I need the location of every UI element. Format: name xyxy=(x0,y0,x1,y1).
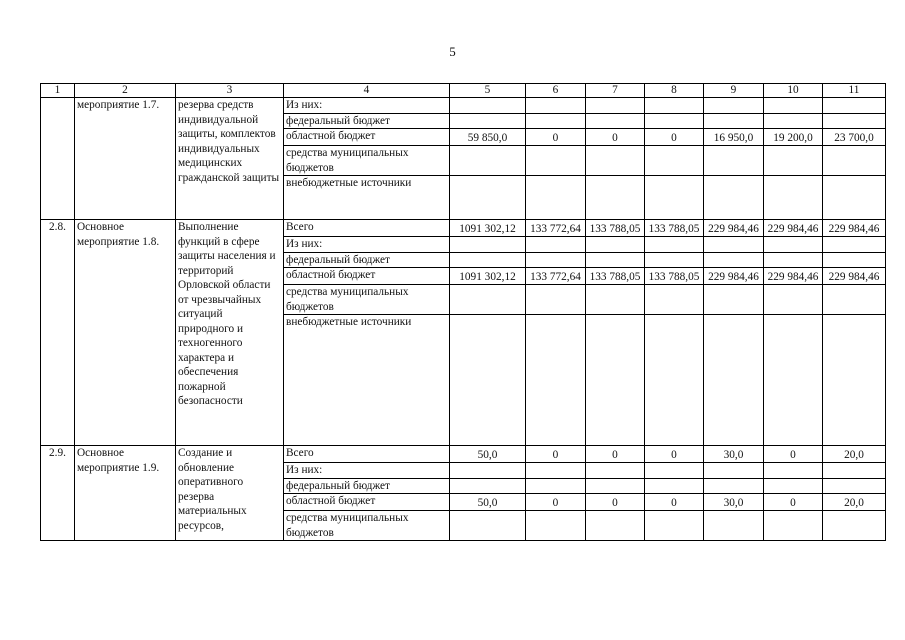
amount-cell xyxy=(450,176,526,220)
amount-cell: 133 788,05 xyxy=(645,268,704,285)
column-number: 2 xyxy=(75,84,176,98)
amount-cell xyxy=(823,237,886,253)
amount-cell xyxy=(704,98,764,114)
amount-cell xyxy=(586,113,645,129)
amount-cell xyxy=(704,478,764,494)
amount-cell: 133 788,05 xyxy=(645,220,704,237)
amount-cell: 50,0 xyxy=(450,446,526,463)
amount-cell xyxy=(586,463,645,479)
amount-cell: 0 xyxy=(586,129,645,146)
amount-cell xyxy=(764,237,823,253)
amount-cell xyxy=(764,285,823,315)
amount-cell xyxy=(764,511,823,541)
column-number: 6 xyxy=(526,84,586,98)
funding-source-label: внебюджетные источники xyxy=(284,176,450,220)
amount-cell xyxy=(645,237,704,253)
amount-cell xyxy=(526,252,586,268)
amount-cell: 50,0 xyxy=(450,494,526,511)
amount-cell: 0 xyxy=(645,494,704,511)
amount-cell: 0 xyxy=(586,494,645,511)
amount-cell xyxy=(450,285,526,315)
amount-cell xyxy=(450,98,526,114)
amount-cell xyxy=(823,285,886,315)
funding-source-label: Всего xyxy=(284,220,450,237)
amount-cell xyxy=(645,113,704,129)
amount-cell: 19 200,0 xyxy=(764,129,823,146)
amount-cell xyxy=(586,237,645,253)
amount-cell xyxy=(823,478,886,494)
measure-description: Создание и обновление оперативного резерва материальных ресурсов, xyxy=(176,446,284,541)
amount-cell xyxy=(586,315,645,446)
amount-cell: 0 xyxy=(526,494,586,511)
column-number: 7 xyxy=(586,84,645,98)
amount-cell xyxy=(823,98,886,114)
amount-cell xyxy=(645,511,704,541)
amount-cell: 0 xyxy=(526,446,586,463)
item-number: 2.8. xyxy=(41,220,75,446)
amount-cell xyxy=(586,98,645,114)
amount-cell xyxy=(645,146,704,176)
column-number: 9 xyxy=(704,84,764,98)
funding-source-label: Всего xyxy=(284,446,450,463)
amount-cell xyxy=(823,113,886,129)
funding-source-label: областной бюджет xyxy=(284,129,450,146)
amount-cell xyxy=(526,511,586,541)
amount-cell xyxy=(526,478,586,494)
amount-cell xyxy=(526,146,586,176)
funding-source-label: федеральный бюджет xyxy=(284,113,450,129)
amount-cell xyxy=(645,315,704,446)
column-number: 8 xyxy=(645,84,704,98)
amount-cell xyxy=(586,146,645,176)
budget-table xyxy=(40,83,886,541)
measure-name: Основное мероприятие 1.8. xyxy=(75,220,176,446)
table-row xyxy=(41,446,886,463)
amount-cell xyxy=(704,285,764,315)
amount-cell xyxy=(764,98,823,114)
amount-cell: 0 xyxy=(764,494,823,511)
amount-cell xyxy=(645,252,704,268)
amount-cell: 30,0 xyxy=(704,446,764,463)
amount-cell: 20,0 xyxy=(823,446,886,463)
amount-cell xyxy=(526,285,586,315)
amount-cell xyxy=(450,463,526,479)
amount-cell xyxy=(704,146,764,176)
amount-cell xyxy=(764,463,823,479)
amount-cell xyxy=(526,176,586,220)
amount-cell: 0 xyxy=(645,446,704,463)
funding-source-label: Из них: xyxy=(284,237,450,253)
table-row xyxy=(41,220,886,237)
amount-cell xyxy=(764,252,823,268)
amount-cell xyxy=(586,478,645,494)
amount-cell xyxy=(645,478,704,494)
amount-cell: 0 xyxy=(764,446,823,463)
amount-cell xyxy=(450,511,526,541)
amount-cell xyxy=(823,146,886,176)
amount-cell xyxy=(704,252,764,268)
measure-description: Выполнение функций в сфере защиты населения и территорий Орловской области от чрезвычайных ситуаций природного и техногенного характера и обеспечения пожарной безопасности xyxy=(176,220,284,446)
amount-cell: 16 950,0 xyxy=(704,129,764,146)
amount-cell xyxy=(586,176,645,220)
amount-cell: 229 984,46 xyxy=(823,268,886,285)
measure-description: резерва средств индивидуальной защиты, комплектов индивидуальных медицинских гражданской защиты xyxy=(176,98,284,220)
amount-cell xyxy=(764,146,823,176)
column-number: 3 xyxy=(176,84,284,98)
amount-cell xyxy=(586,252,645,268)
amount-cell: 229 984,46 xyxy=(823,220,886,237)
amount-cell: 133 772,64 xyxy=(526,268,586,285)
amount-cell xyxy=(764,113,823,129)
amount-cell xyxy=(526,98,586,114)
amount-cell: 59 850,0 xyxy=(450,129,526,146)
table-row xyxy=(41,98,886,114)
item-number: 2.9. xyxy=(41,446,75,541)
funding-source-label: средства муниципальных бюджетов xyxy=(284,146,450,176)
amount-cell: 229 984,46 xyxy=(704,268,764,285)
amount-cell xyxy=(645,176,704,220)
amount-cell: 23 700,0 xyxy=(823,129,886,146)
column-number-row xyxy=(41,84,886,98)
amount-cell: 133 788,05 xyxy=(586,220,645,237)
amount-cell xyxy=(704,511,764,541)
amount-cell xyxy=(450,237,526,253)
measure-name: мероприятие 1.7. xyxy=(75,98,176,220)
amount-cell xyxy=(704,237,764,253)
amount-cell: 133 772,64 xyxy=(526,220,586,237)
amount-cell xyxy=(526,315,586,446)
amount-cell xyxy=(645,463,704,479)
amount-cell: 229 984,46 xyxy=(764,220,823,237)
measure-name: Основное мероприятие 1.9. xyxy=(75,446,176,541)
amount-cell: 1091 302,12 xyxy=(450,268,526,285)
funding-source-label: внебюджетные источники xyxy=(284,315,450,446)
column-number: 11 xyxy=(823,84,886,98)
funding-source-label: средства муниципальных бюджетов xyxy=(284,285,450,315)
amount-cell: 229 984,46 xyxy=(704,220,764,237)
amount-cell xyxy=(823,315,886,446)
amount-cell xyxy=(450,315,526,446)
funding-source-label: Из них: xyxy=(284,463,450,479)
amount-cell xyxy=(645,98,704,114)
amount-cell xyxy=(450,478,526,494)
funding-source-label: федеральный бюджет xyxy=(284,478,450,494)
amount-cell: 133 788,05 xyxy=(586,268,645,285)
page-number: 5 xyxy=(449,44,456,59)
funding-source-label: средства муниципальных бюджетов xyxy=(284,511,450,541)
funding-source-label: федеральный бюджет xyxy=(284,252,450,268)
funding-source-label: областной бюджет xyxy=(284,494,450,511)
amount-cell xyxy=(450,146,526,176)
amount-cell xyxy=(823,511,886,541)
amount-cell: 0 xyxy=(586,446,645,463)
amount-cell xyxy=(704,113,764,129)
amount-cell: 20,0 xyxy=(823,494,886,511)
amount-cell: 1091 302,12 xyxy=(450,220,526,237)
amount-cell xyxy=(823,176,886,220)
column-number: 10 xyxy=(764,84,823,98)
amount-cell xyxy=(586,511,645,541)
amount-cell xyxy=(645,285,704,315)
item-number xyxy=(41,98,75,220)
funding-source-label: Из них: xyxy=(284,98,450,114)
amount-cell xyxy=(526,463,586,479)
amount-cell xyxy=(823,252,886,268)
amount-cell xyxy=(823,463,886,479)
amount-cell xyxy=(764,478,823,494)
funding-source-label: областной бюджет xyxy=(284,268,450,285)
amount-cell xyxy=(450,252,526,268)
amount-cell xyxy=(764,315,823,446)
amount-cell xyxy=(704,176,764,220)
amount-cell xyxy=(704,315,764,446)
amount-cell xyxy=(764,176,823,220)
amount-cell: 30,0 xyxy=(704,494,764,511)
amount-cell xyxy=(526,237,586,253)
column-number: 4 xyxy=(284,84,450,98)
amount-cell xyxy=(450,113,526,129)
amount-cell xyxy=(526,113,586,129)
column-number: 1 xyxy=(41,84,75,98)
amount-cell xyxy=(586,285,645,315)
amount-cell: 0 xyxy=(526,129,586,146)
column-number: 5 xyxy=(450,84,526,98)
amount-cell: 0 xyxy=(645,129,704,146)
amount-cell: 229 984,46 xyxy=(764,268,823,285)
amount-cell xyxy=(704,463,764,479)
